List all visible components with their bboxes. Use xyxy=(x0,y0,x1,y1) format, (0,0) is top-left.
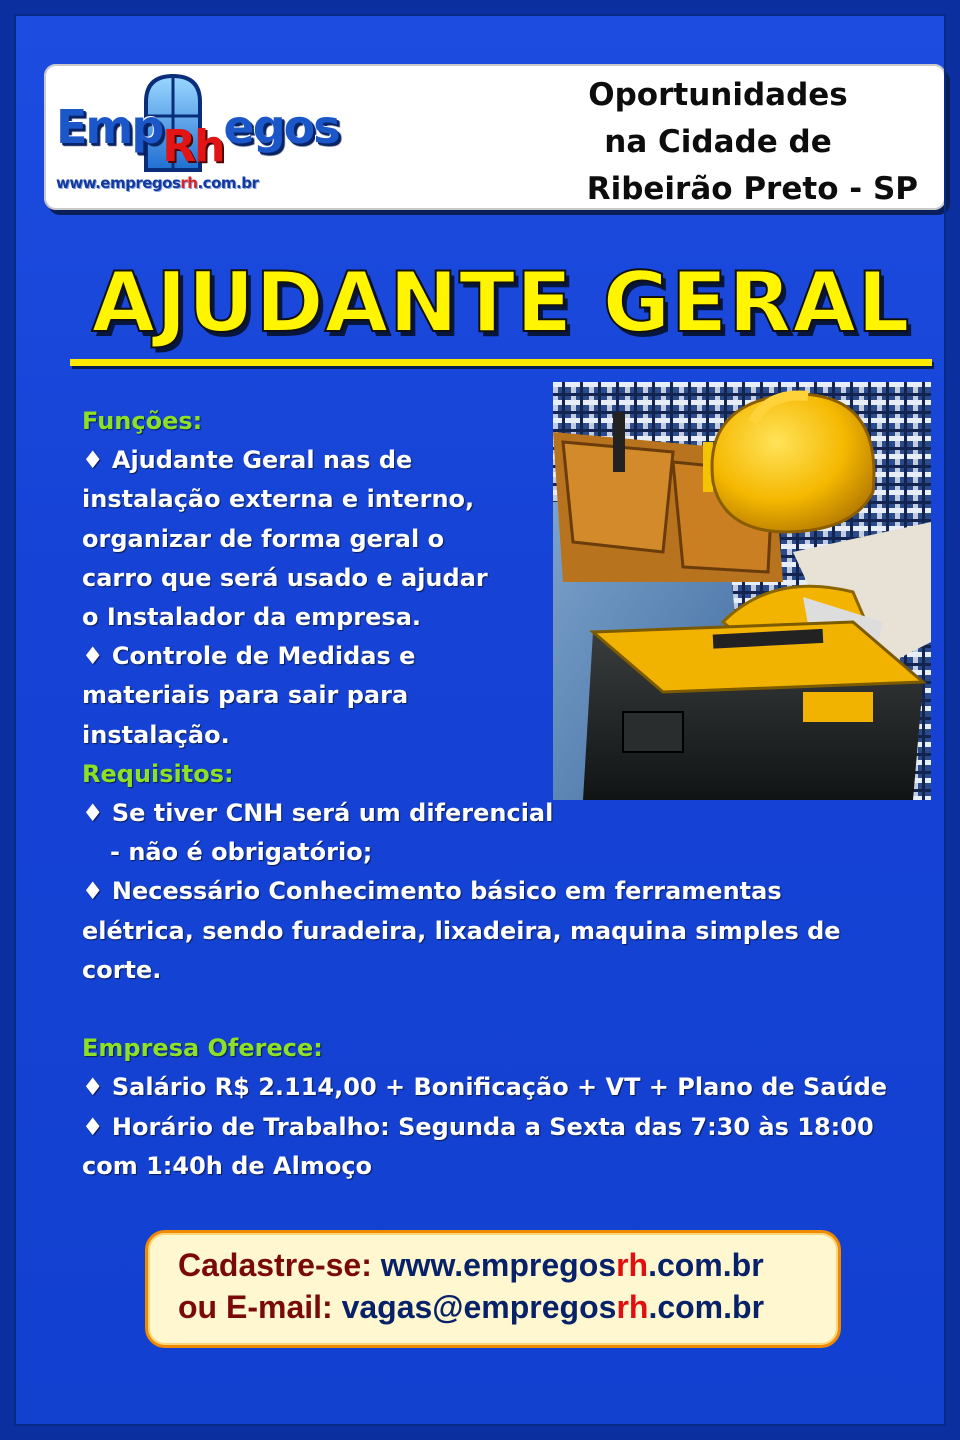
requisitos-line: ♦ Se tiver CNH será um diferencial xyxy=(82,799,554,828)
requisitos-line: elétrica, sendo furadeira, lixadeira, maquina simples de xyxy=(82,916,841,945)
title-underline xyxy=(70,359,932,366)
header-title xyxy=(518,72,918,213)
job-title: AJUDANTE GERAL xyxy=(91,254,911,351)
logo-url: www.empregosrh.com.br xyxy=(56,174,259,192)
oferece-line: ♦ Horário de Trabalho: Segunda a Sexta das 7:30 às 18:00 xyxy=(82,1112,874,1141)
register-link[interactable]: Cadastre-se: www.empregosrh.com.br xyxy=(178,1247,764,1283)
funcoes-line: instalação. xyxy=(82,720,230,749)
funcoes-line: carro que será usado e ajudar xyxy=(82,563,488,592)
funcoes-line: instalação externa e interno, xyxy=(82,485,475,514)
oferece-line: ♦ Salário R$ 2.114,00 + Bonificação + VT + Plano de Saúde xyxy=(82,1073,888,1102)
oferece-line: com 1:40h de Almoço xyxy=(82,1151,373,1180)
section-heading-oferece: Empresa Oferece: xyxy=(82,1034,323,1063)
requisitos-line: ♦ Necessário Conhecimento básico em ferramentas xyxy=(82,877,782,906)
header-title-line-2: na Cidade de xyxy=(604,124,832,160)
section-heading-funcoes: Funções: xyxy=(82,407,203,435)
funcoes-line: organizar de forma geral o xyxy=(82,524,445,553)
email-link[interactable]: ou E-mail: vagas@empregosrh.com.br xyxy=(178,1289,765,1325)
header-banner xyxy=(44,64,946,210)
header-title-line-1: Oportunidades xyxy=(588,77,848,113)
spacer xyxy=(82,990,952,1029)
funcoes-line: ♦ Controle de Medidas e xyxy=(82,642,416,671)
funcoes-line: materiais para sair para xyxy=(82,681,409,710)
funcoes-line: o Instalador da empresa. xyxy=(82,603,421,632)
empregosrh-logo[interactable] xyxy=(52,70,339,202)
contact-box xyxy=(145,1230,841,1348)
section-heading-requisitos: Requisitos: xyxy=(82,759,234,788)
funcoes-line: ♦ Ajudante Geral nas de xyxy=(82,446,413,475)
requisitos-line: - não é obrigatório; xyxy=(110,838,373,867)
job-description xyxy=(82,402,952,1186)
logo-wordmark: EmpRhegos xyxy=(56,100,339,172)
header-title-line-3: Ribeirão Preto - SP xyxy=(586,171,918,207)
requisitos-line: corte. xyxy=(82,955,162,984)
